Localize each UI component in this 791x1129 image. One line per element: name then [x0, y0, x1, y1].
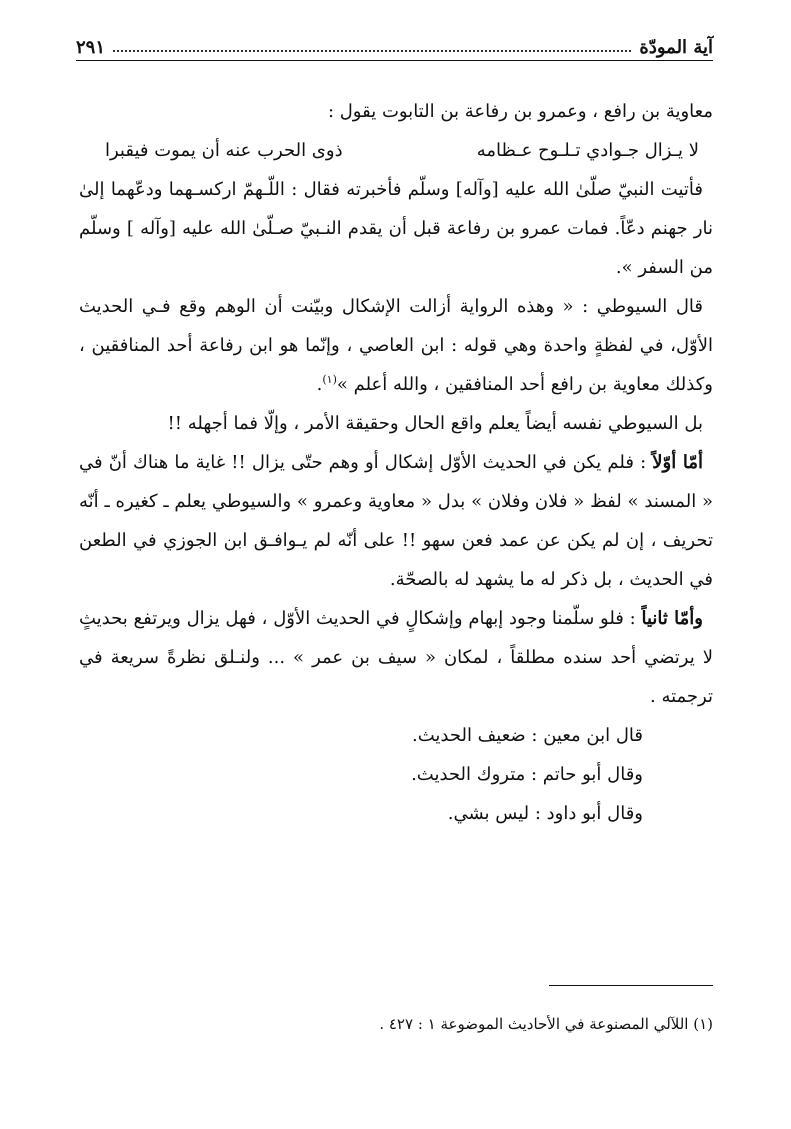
verse-hemistich-2: ذوى الحرب عنه أن يموت فيقبرا: [105, 140, 343, 161]
paragraph-4: بل السيوطي نفسه أيضاً يعلم واقع الحال وحقيقة الأمر ، وإلّا فما أجهله !!: [167, 413, 703, 434]
paragraph-1: معاوية بن رافع ، وعمرو بن رفاعة بن التابوت يقول :: [327, 101, 713, 122]
paragraph-3-text: قال السيوطي : « وهذه الرواية أزالت الإشكال وبيّنت أن الوهم وقع فـي الحديث الأوّل، في لفظةٍ واحدة وهي قوله : ابن العاصي ، وإنّما هو ابن رفاعة أحد المنافقين ، وكذلك معاوية بن رافع أحد المنافقين ، والله أعلم »: [79, 296, 713, 395]
running-header: [76, 34, 713, 61]
paragraph-2: فأتيت النبيّ صلّىٰ الله عليه [وآله] وسلّم فأخبرته فقال : اللّـهمّ اركسـهما ودعّهما إلىٰ نار جهنم دعّاً. فمات عمرو بن رفاعة قبل أن يقدم النـبيّ صـلّىٰ الله عليه [وآله ] وسلّم من السفر ».: [79, 179, 713, 278]
paragraph-6-lead: وأمّا ثانياً: [641, 608, 704, 629]
poem-verse: [79, 131, 713, 170]
main-text: [79, 92, 713, 833]
paragraph-3: [79, 287, 713, 404]
quote-ibn-main: قال ابن معين : ضعيف الحديث.: [411, 725, 643, 746]
verse-hemistich-1: لا يـزال جـوادي تـلـوح عـظامه: [476, 140, 699, 161]
paragraph-5-text: : فلم يكن في الحديث الأوّل إشكال أو وهم حتّى يزال !! غاية ما هناك أنّ في « المسند » لفظ « فلان وفلان » بدل « معاوية وعمرو » والسيوطي يعلم ـ كغيره ـ أنّه تحريف ، إن لم يكن عن عمد فعن سهو !! على أنّه لم يـوافـق ابن الجوزي في الطعن في الحديث ، بل ذكر له ما يشهد له بالصحّة.: [79, 452, 713, 590]
header-dots: [113, 50, 631, 52]
paragraph-6: [79, 599, 713, 716]
quote-abu-dawud: وقال أبو داود : ليس بشي.: [447, 803, 643, 824]
paragraph-5-lead: أمّا أوّلاً: [652, 452, 703, 473]
footnote-divider: [549, 985, 713, 986]
quote-abu-hatim: وقال أبو حاتم : متروك الحديث.: [411, 764, 643, 785]
paragraph-3-end: .: [316, 374, 323, 395]
footnote-ref: (١): [322, 373, 337, 386]
footnote: (١) اللآلي المصنوعة في الأحاديث الموضوعة ١ : ٤٢٧ .: [379, 1015, 713, 1033]
narrator-quotes: [79, 716, 713, 833]
paragraph-5: [79, 443, 713, 599]
paragraph-6-text: : فلو سلّمنا وجود إبهام وإشكالٍ في الحديث الأوّل ، فهل يزال ويرتفع بحديثٍ لا يرتضي أحد سنده مطلقاً ، لمكان « سيف بن عمر » ... ولنـلق نظرةً سريعة في ترجمته .: [79, 608, 713, 707]
page-number: ٢٩١: [76, 36, 106, 58]
header-title: آية المودّة: [639, 36, 713, 58]
